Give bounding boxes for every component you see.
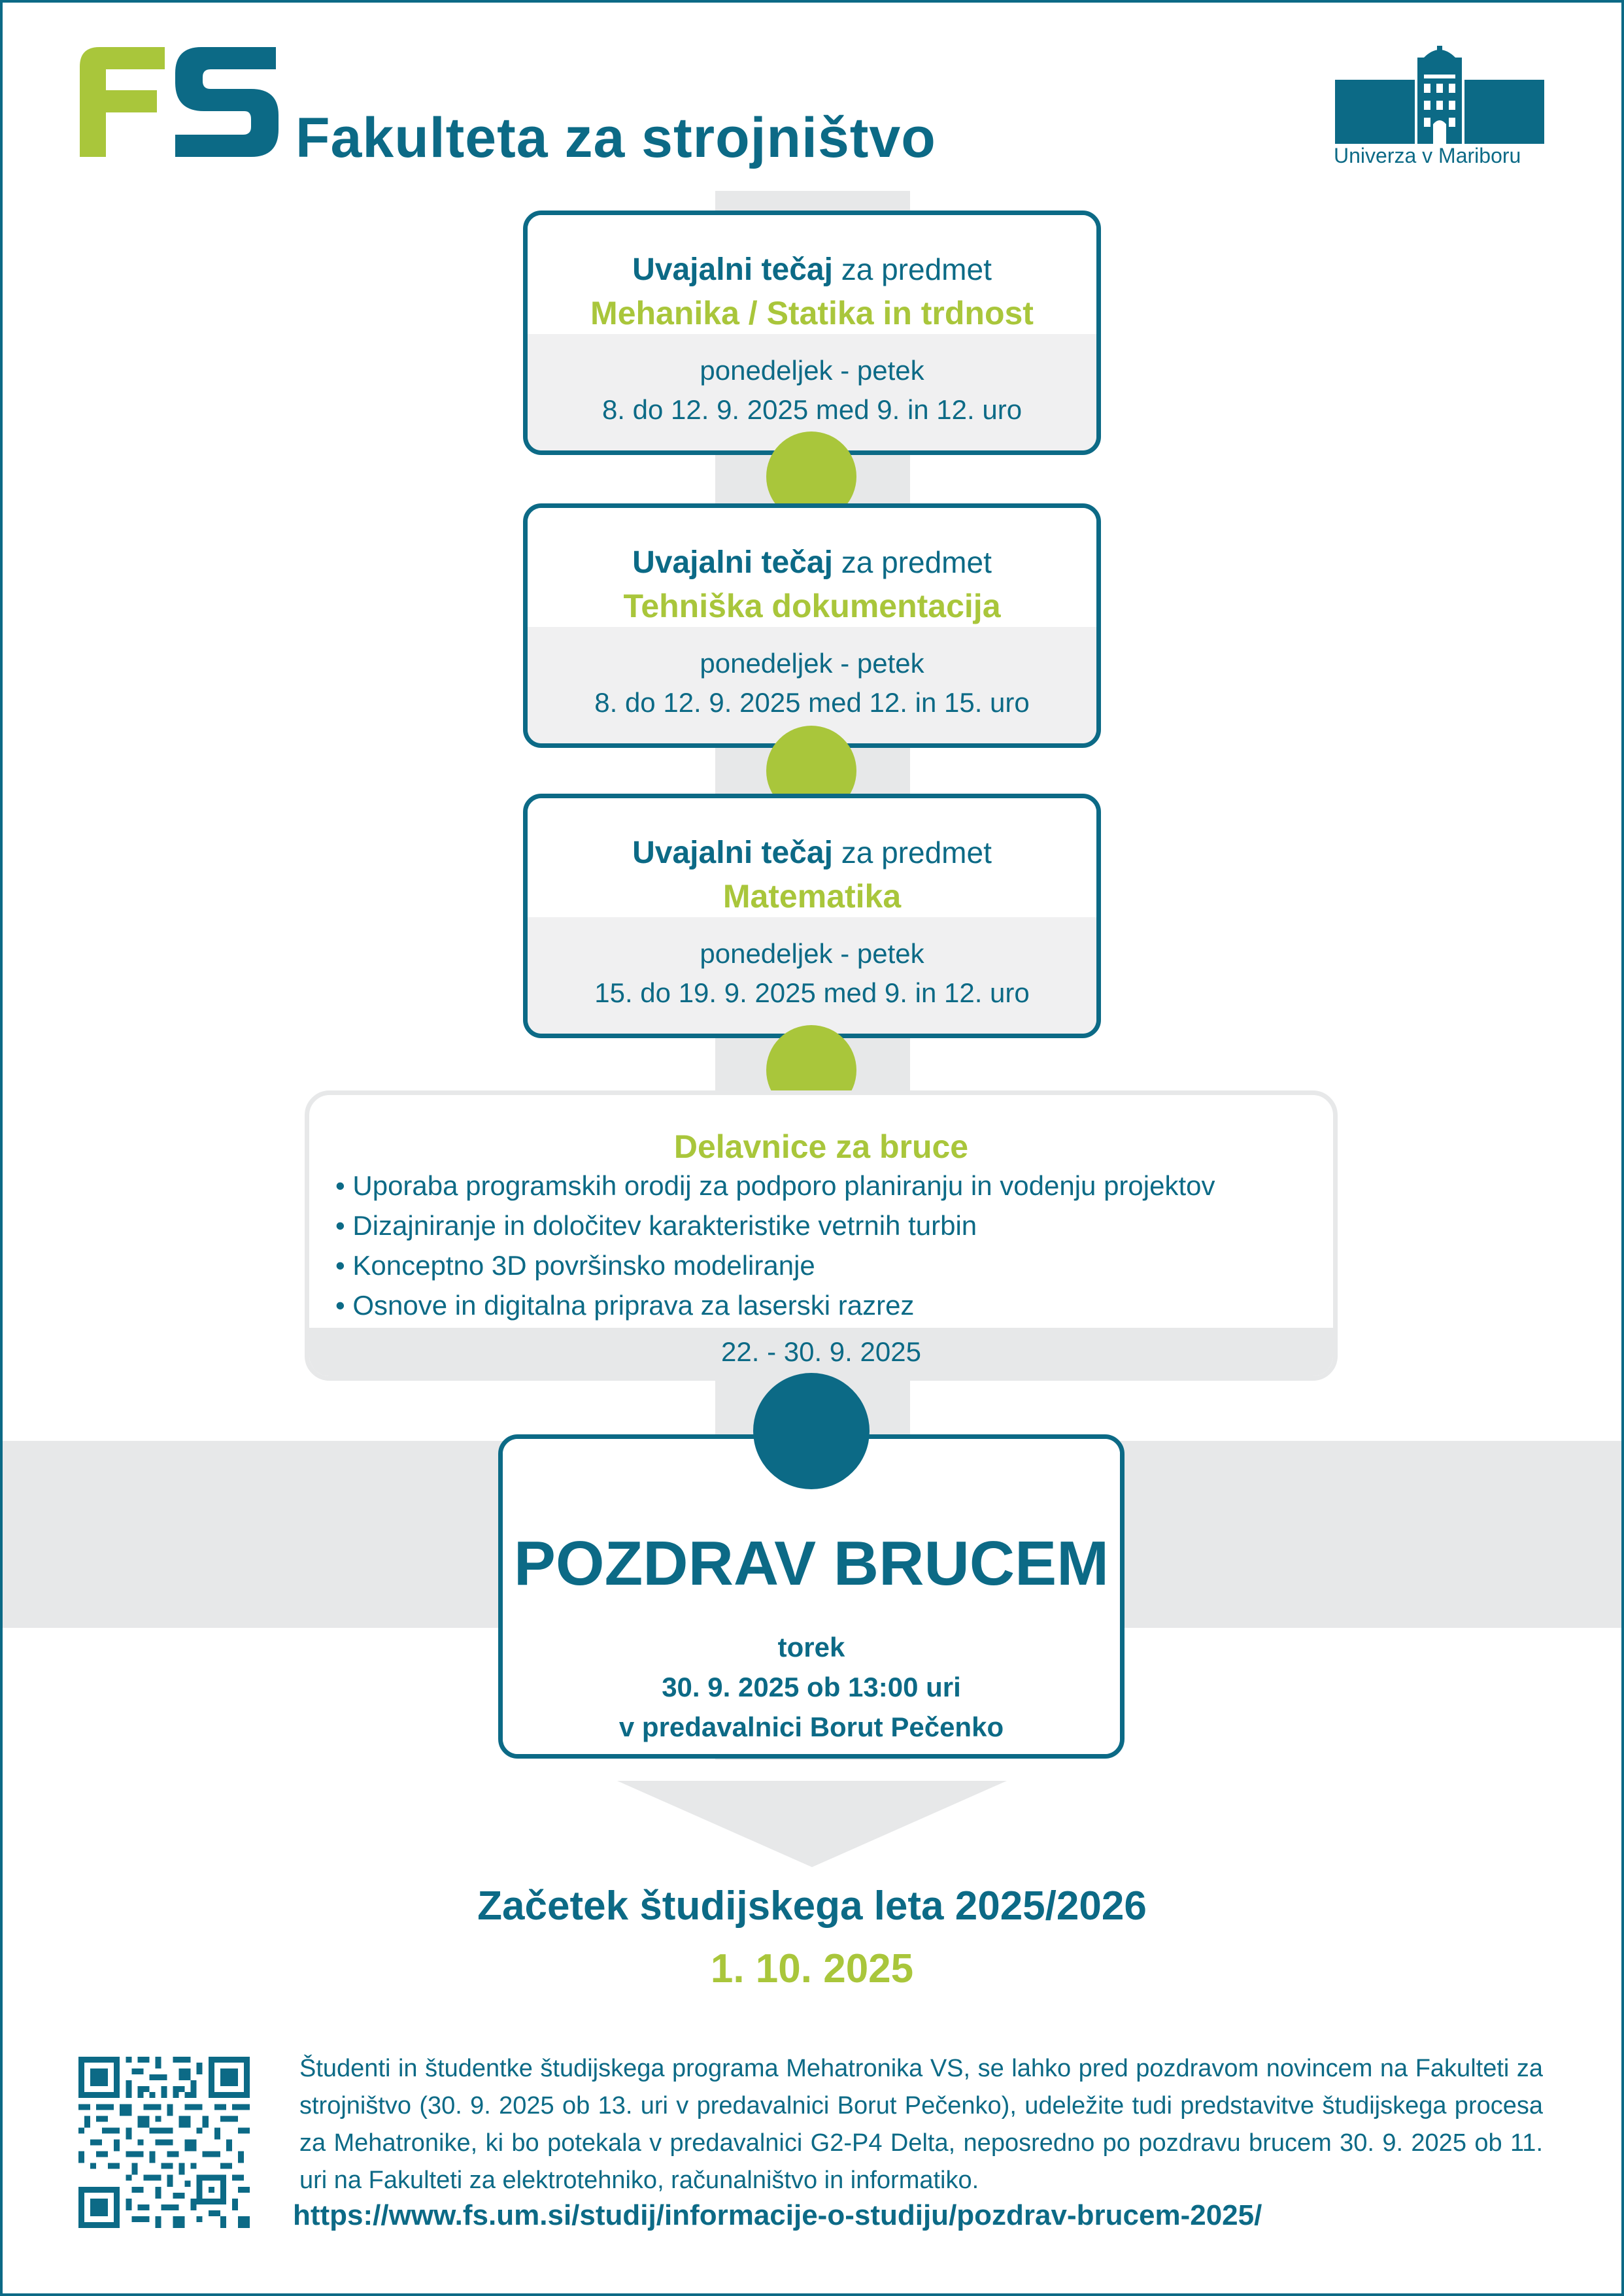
- workshops-card: [305, 1090, 1338, 1381]
- course-days: ponedeljek - petek: [700, 648, 924, 679]
- timeline-dot-main: [753, 1373, 870, 1489]
- fs-logo: [80, 47, 279, 157]
- course-days: ponedeljek - petek: [700, 355, 924, 386]
- workshop-item: • Osnove in digitalna priprava za laserski razrez: [335, 1290, 915, 1321]
- university-building-icon: [1335, 46, 1544, 144]
- course-dates: 8. do 12. 9. 2025 med 9. in 12. uro: [601, 394, 1023, 425]
- footer-note: Študenti in študentke študijskega programa Mehatronika VS, se lahko pred pozdravom novincem na Fakulteti za strojništvo (30. 9. 2025 ob 13. uri v predavalnici Borut Pečenko), udeležite tudi predstavitve študijskega procesa za Mehatronike, ki bo potekala v predavalnici G2-P4 Delta, neposredno po pozdravu brucem 30. 9. 2025 ob 11. uri na Fakulteti za elektrotehniko, računalništvo in informatiko.: [299, 2055, 1543, 2194]
- qr-code[interactable]: [78, 2057, 250, 2228]
- course-dates: 15. do 19. 9. 2025 med 9. in 12. uro: [594, 977, 1030, 1008]
- welcome-title: POZDRAV BRUCEM: [513, 1528, 1109, 1598]
- welcome-datetime: 30. 9. 2025 ob 13:00 uri: [662, 1672, 961, 1702]
- welcome-day: torek: [777, 1632, 845, 1663]
- course-label: Uvajalni tečaj: [632, 545, 833, 580]
- course-label-rest: za predmet: [832, 545, 992, 579]
- footer-url-link[interactable]: https://www.fs.um.si/studij/informacije-o-studiju/pozdrav-brucem-2025/: [293, 2199, 1262, 2231]
- course-card-matematika: [523, 794, 1101, 1038]
- course-label-rest: za predmet: [832, 252, 992, 286]
- workshop-item: • Uporaba programskih orodij za podporo planiranju in vodenju projektov: [335, 1170, 1215, 1201]
- course-subject: Matematika: [722, 878, 902, 915]
- university-name: Univerza v Mariboru: [1334, 144, 1521, 167]
- workshops-dates: 22. - 30. 9. 2025: [721, 1336, 921, 1367]
- faculty-name: Fakulteta za strojništvo: [296, 107, 936, 169]
- course-subject: Mehanika / Statika in trdnost: [590, 295, 1034, 331]
- academic-year-date: 1. 10. 2025: [710, 1946, 914, 1991]
- academic-year-label: Začetek študijskega leta 2025/2026: [477, 1883, 1147, 1929]
- course-days: ponedeljek - petek: [700, 938, 924, 969]
- course-label: Uvajalni tečaj: [632, 836, 833, 870]
- course-label: Uvajalni tečaj: [632, 252, 833, 287]
- workshops-title: Delavnice za bruce: [673, 1128, 969, 1165]
- down-arrow: [617, 1781, 1007, 1867]
- workshop-item: • Dizajniranje in določitev karakteristike vetrnih turbin: [335, 1210, 977, 1241]
- workshops-list: [335, 1166, 1215, 1325]
- course-label-rest: za predmet: [832, 836, 992, 869]
- workshop-item: • Konceptno 3D površinsko modeliranje: [335, 1250, 815, 1281]
- welcome-location: v predavalnici Borut Pečenko: [618, 1712, 1004, 1742]
- course-dates: 8. do 12. 9. 2025 med 12. in 15. uro: [594, 687, 1030, 718]
- course-subject: Tehniška dokumentacija: [623, 588, 1001, 624]
- course-card-tehniska: [523, 503, 1101, 748]
- course-card-mehanika: [523, 211, 1101, 455]
